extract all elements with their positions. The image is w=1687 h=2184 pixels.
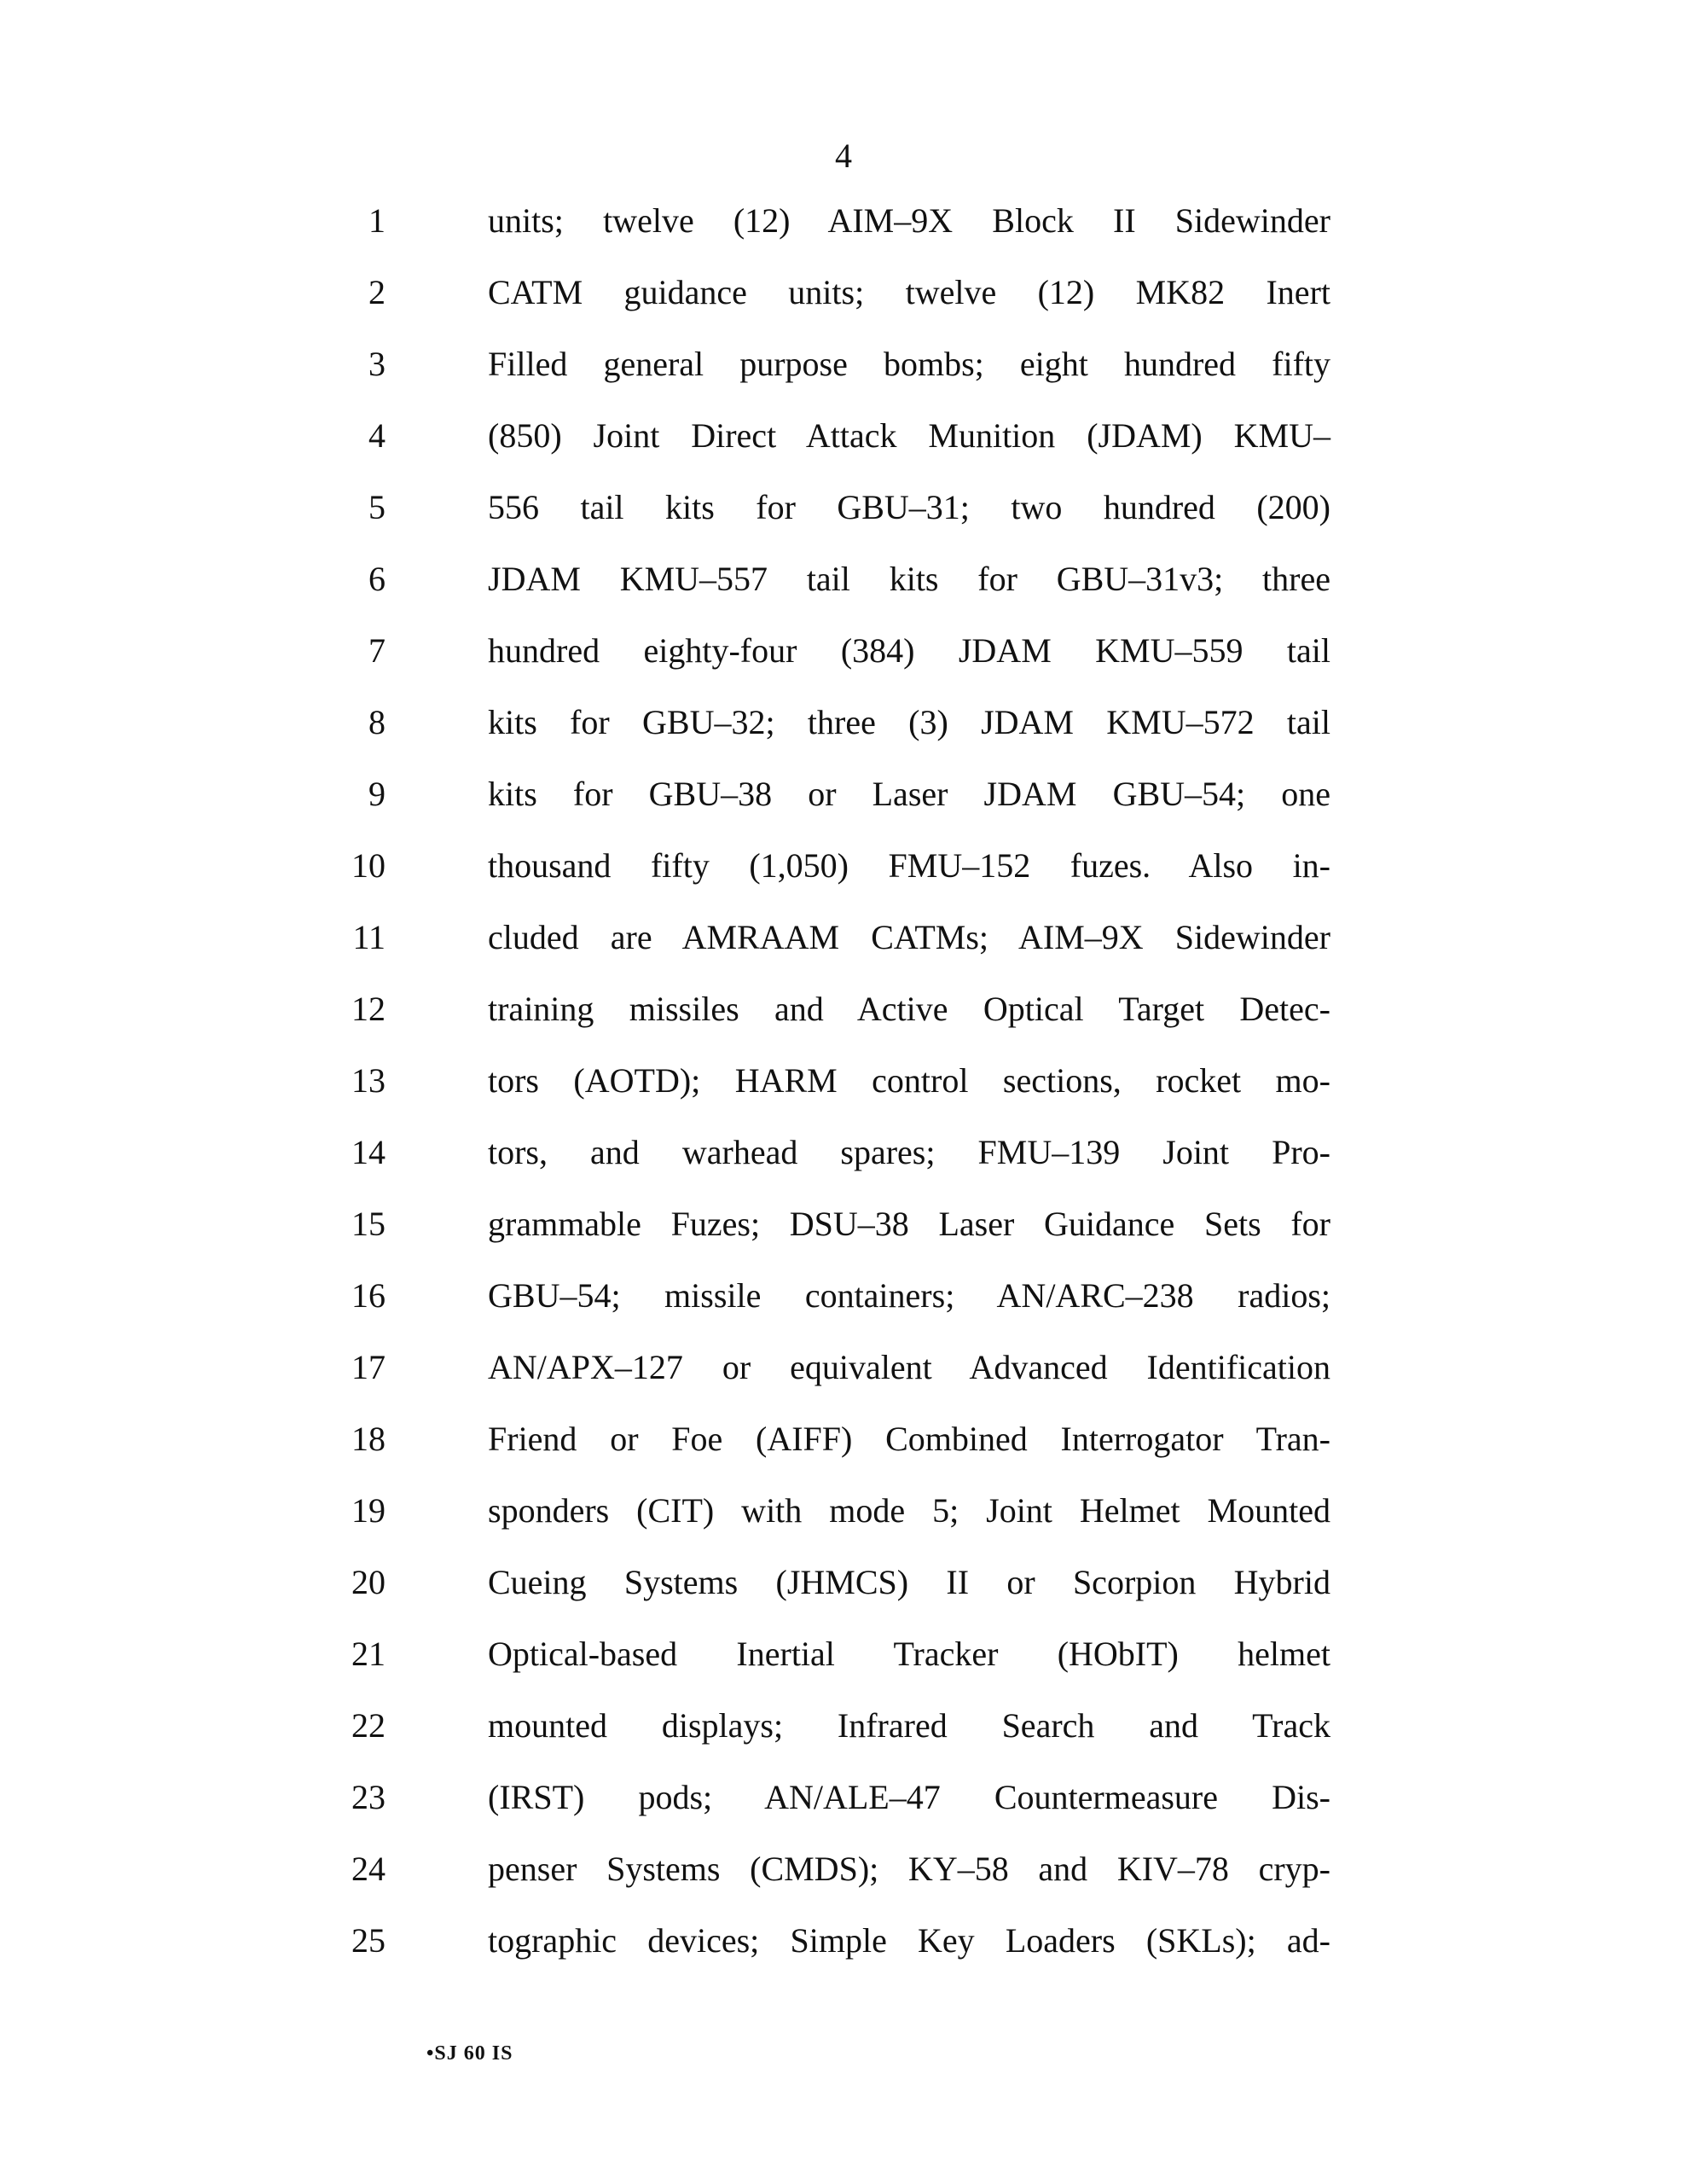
text-line — [0, 480, 1687, 552]
line-text: (850) Joint Direct Attack Munition (JDAM) KMU– — [488, 416, 1330, 455]
line-number: 11 — [352, 918, 386, 956]
line-number: 1 — [368, 201, 386, 240]
text-line — [0, 552, 1687, 624]
text-line — [0, 767, 1687, 839]
line-text: JDAM KMU–557 tail kits for GBU–31v3; three — [488, 560, 1330, 598]
text-line — [0, 1340, 1687, 1412]
line-number: 10 — [351, 846, 386, 885]
line-number: 9 — [368, 775, 386, 813]
line-text: cluded are AMRAAM CATMs; AIM–9X Sidewinder — [488, 918, 1330, 956]
line-text: tors (AOTD); HARM control sections, rocket mo- — [488, 1061, 1330, 1100]
text-line — [0, 1770, 1687, 1842]
line-text: Filled general purpose bombs; eight hundred fifty — [488, 345, 1330, 383]
line-text: penser Systems (CMDS); KY–58 and KIV–78 cryp- — [488, 1850, 1330, 1888]
line-text: mounted displays; Infrared Search and Track — [488, 1706, 1330, 1745]
line-number: 23 — [351, 1778, 386, 1816]
line-text: sponders (CIT) with mode 5; Joint Helmet Mounted — [488, 1491, 1330, 1530]
text-line — [0, 1555, 1687, 1627]
line-text: thousand fifty (1,050) FMU–152 fuzes. Also in- — [488, 846, 1330, 885]
line-number: 22 — [351, 1706, 386, 1745]
text-line — [0, 910, 1687, 982]
line-number: 19 — [351, 1491, 386, 1530]
line-text: Optical-based Inertial Tracker (HObIT) helmet — [488, 1635, 1330, 1673]
text-line — [0, 1125, 1687, 1197]
text-line — [0, 194, 1687, 265]
line-number: 14 — [351, 1133, 386, 1171]
document-identifier: •SJ 60 IS — [426, 2042, 513, 2065]
line-number: 2 — [368, 273, 386, 311]
text-line — [0, 624, 1687, 695]
text-line — [0, 1484, 1687, 1555]
line-text: units; twelve (12) AIM–9X Block II Sidewinder — [488, 201, 1330, 240]
line-text: Cueing Systems (JHMCS) II or Scorpion Hybrid — [488, 1563, 1330, 1601]
text-line — [0, 695, 1687, 767]
line-text: 556 tail kits for GBU–31; two hundred (200) — [488, 488, 1330, 526]
line-text: CATM guidance units; twelve (12) MK82 Inert — [488, 273, 1330, 311]
line-text: GBU–54; missile containers; AN/ARC–238 radios; — [488, 1276, 1330, 1315]
line-number: 7 — [368, 631, 386, 670]
text-line — [0, 1914, 1687, 1985]
line-number: 8 — [368, 703, 386, 741]
line-number: 20 — [351, 1563, 386, 1601]
line-number: 18 — [351, 1420, 386, 1458]
line-number: 21 — [351, 1635, 386, 1673]
line-text: kits for GBU–32; three (3) JDAM KMU–572 tail — [488, 703, 1330, 741]
line-number: 12 — [351, 990, 386, 1028]
line-text: (IRST) pods; AN/ALE–47 Countermeasure Dis- — [488, 1778, 1330, 1816]
line-text: training missiles and Active Optical Target Detec- — [488, 990, 1330, 1028]
line-text: kits for GBU–38 or Laser JDAM GBU–54; one — [488, 775, 1330, 813]
text-line — [0, 337, 1687, 409]
text-line — [0, 409, 1687, 480]
page-number: 4 — [835, 136, 852, 175]
text-line — [0, 1412, 1687, 1484]
line-number: 13 — [351, 1061, 386, 1100]
line-number: 15 — [351, 1205, 386, 1243]
text-line — [0, 839, 1687, 910]
text-line — [0, 982, 1687, 1054]
text-line — [0, 1269, 1687, 1340]
text-line — [0, 1842, 1687, 1914]
line-text: AN/APX–127 or equivalent Advanced Identification — [488, 1348, 1330, 1386]
line-text: hundred eighty-four (384) JDAM KMU–559 tail — [488, 631, 1330, 670]
line-number: 5 — [368, 488, 386, 526]
line-text: grammable Fuzes; DSU–38 Laser Guidance Sets for — [488, 1205, 1330, 1243]
text-line — [0, 1627, 1687, 1699]
line-number: 3 — [368, 345, 386, 383]
text-line — [0, 1054, 1687, 1125]
line-text: tors, and warhead spares; FMU–139 Joint Pro- — [488, 1133, 1330, 1171]
line-number: 17 — [351, 1348, 386, 1386]
text-line — [0, 1197, 1687, 1269]
line-number: 16 — [351, 1276, 386, 1315]
text-line — [0, 265, 1687, 337]
line-text: Friend or Foe (AIFF) Combined Interrogator Tran- — [488, 1420, 1330, 1458]
line-number: 25 — [351, 1921, 386, 1960]
line-text: tographic devices; Simple Key Loaders (SKLs); ad- — [488, 1921, 1330, 1960]
line-number: 6 — [368, 560, 386, 598]
text-line — [0, 1699, 1687, 1770]
line-number: 24 — [351, 1850, 386, 1888]
line-number: 4 — [368, 416, 386, 455]
